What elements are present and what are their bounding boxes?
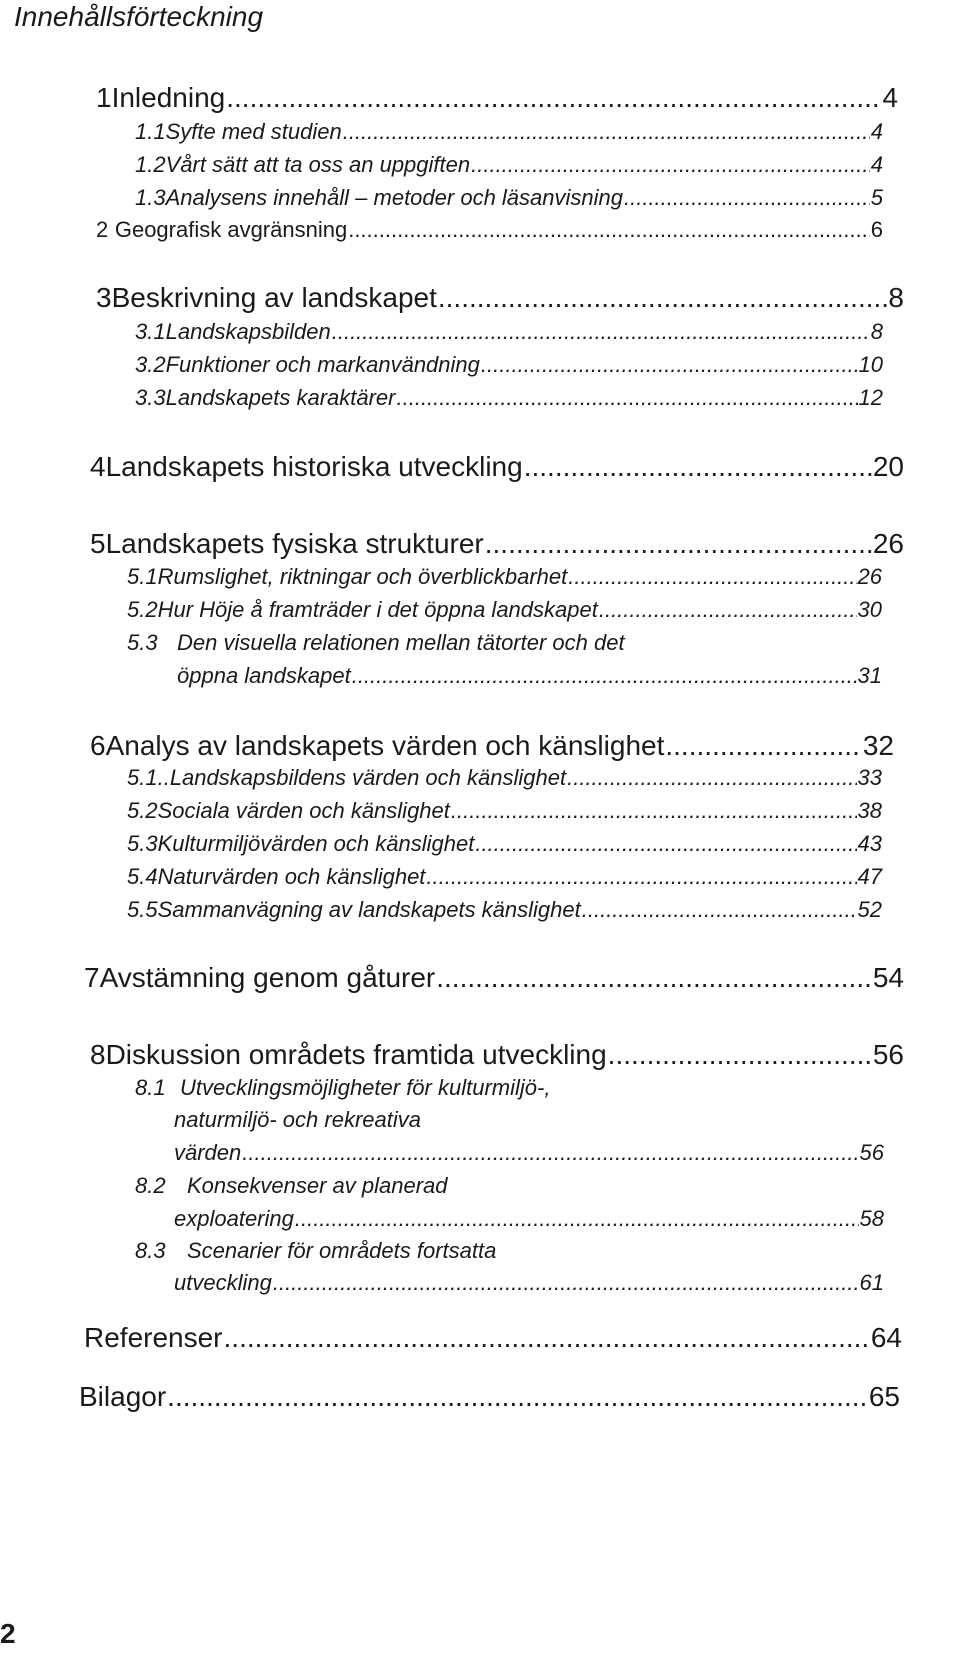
toc-entry-page: 32 <box>862 730 894 761</box>
toc-leader-dots <box>273 1269 859 1297</box>
toc-leader-dots <box>599 596 857 624</box>
toc-leader-dots <box>436 961 872 995</box>
toc-entry-8-2-line1[interactable] <box>135 1172 448 1200</box>
toc-entry-number: 5.4 <box>127 864 158 889</box>
toc-entry-title: Landskapsbildens värden och känslighet <box>169 765 567 790</box>
toc-entry-6-1[interactable] <box>127 764 882 792</box>
toc-title: Innehållsförteckning <box>14 1 264 32</box>
toc-entry-1[interactable] <box>96 81 898 115</box>
toc-leader-dots <box>348 216 870 244</box>
toc-entry-page: 56 <box>872 1039 904 1070</box>
toc-entry-3-2[interactable] <box>135 351 883 379</box>
toc-entry-8[interactable] <box>90 1038 904 1072</box>
toc-entry-page: 30 <box>857 597 882 622</box>
toc-entry-title: Sammanvägning av landskapets känslighet <box>157 897 581 922</box>
toc-entry-page: 4 <box>870 152 883 177</box>
toc-entry-page: 8 <box>888 282 904 313</box>
toc-entry-number: 7 <box>84 962 100 993</box>
toc-entry-page: 38 <box>857 798 882 823</box>
toc-entry-page: 65 <box>868 1381 900 1412</box>
toc-entry-title: Bilagor <box>79 1381 167 1412</box>
page-number: 2 <box>0 1618 16 1649</box>
toc-entry-page: 47 <box>857 864 882 889</box>
toc-entry-8-1[interactable] <box>174 1139 884 1167</box>
toc-entry-title: Den visuella relationen mellan tätorter och det <box>177 630 625 655</box>
toc-entry-title: Syfte med studien <box>165 119 342 144</box>
toc-leader-dots <box>224 1321 870 1355</box>
toc-entry-6-2[interactable] <box>127 797 882 825</box>
toc-entry-referenser[interactable] <box>84 1321 902 1355</box>
toc-entry-title: Referenser <box>84 1322 223 1353</box>
toc-entry-number: 3.3 <box>135 385 166 410</box>
toc-entry-bilagor[interactable] <box>79 1380 900 1414</box>
toc-leader-dots <box>624 184 870 212</box>
toc-entry-title: Geografisk avgränsning <box>114 217 348 242</box>
toc-entry-1-1[interactable] <box>135 118 883 146</box>
toc-leader-dots <box>397 384 858 412</box>
toc-entry-page: 61 <box>859 1270 884 1295</box>
toc-entry-title-continued: öppna landskapet <box>177 663 351 688</box>
toc-entry-2[interactable] <box>96 216 883 244</box>
toc-entry-page: 33 <box>857 765 882 790</box>
toc-entry-8-1-line2[interactable] <box>174 1106 421 1134</box>
toc-entry-title: Utvecklingsmöjligheter för kulturmiljö-, <box>180 1075 551 1100</box>
toc-entry-title-continued: värden <box>174 1140 242 1165</box>
toc-entry-title: Landskapets karaktärer <box>165 385 396 410</box>
toc-entry-8-3[interactable] <box>174 1269 884 1297</box>
toc-entry-5-3[interactable] <box>177 662 882 690</box>
toc-entry-number: 1.3 <box>135 185 166 210</box>
toc-entry-8-1-line1[interactable] <box>135 1074 550 1102</box>
toc-entry-number: 3.1 <box>135 319 166 344</box>
toc-entry-title: Landskapsbilden <box>165 319 331 344</box>
toc-entry-title: Avstämning genom gåturer <box>99 962 436 993</box>
toc-entry-6-4[interactable] <box>127 863 882 891</box>
toc-entry-title: Landskapets historiska utveckling <box>105 451 523 482</box>
toc-entry-title: Landskapets fysiska strukturer <box>105 528 484 559</box>
toc-entry-title-continued: utveckling <box>174 1270 272 1295</box>
toc-entry-title: Scenarier för områdets fortsatta <box>187 1238 497 1263</box>
toc-entry-5-2[interactable] <box>127 596 882 624</box>
toc-entry-title: Kulturmiljövärden och känslighet <box>157 831 475 856</box>
toc-entry-number: 4 <box>90 451 106 482</box>
toc-entry-number: 5.1.. <box>127 765 170 790</box>
toc-entry-number: 8.3 <box>135 1238 166 1263</box>
toc-entry-title: Konsekvenser av planerad <box>187 1173 448 1198</box>
toc-entry-5-1[interactable] <box>127 563 882 591</box>
toc-entry-page: 54 <box>872 962 904 993</box>
toc-entry-page: 8 <box>870 319 883 344</box>
toc-entry-1-2[interactable] <box>135 151 883 179</box>
toc-entry-6[interactable] <box>90 729 894 763</box>
toc-entry-number: 8.1 <box>135 1075 166 1100</box>
toc-entry-3[interactable] <box>96 281 904 315</box>
toc-entry-title: Sociala värden och känslighet <box>157 798 450 823</box>
toc-entry-3-1[interactable] <box>135 318 883 346</box>
toc-entry-4[interactable] <box>90 450 904 484</box>
toc-leader-dots <box>438 281 888 315</box>
toc-entry-page: 26 <box>872 528 904 559</box>
toc-leader-dots <box>451 797 857 825</box>
toc-entry-number: 8 <box>90 1039 106 1070</box>
toc-leader-dots <box>352 662 857 690</box>
toc-leader-dots <box>242 1139 858 1167</box>
toc-entry-6-3[interactable] <box>127 830 882 858</box>
toc-entry-title: Diskussion områdets framtida utveckling <box>105 1039 607 1070</box>
toc-entry-page: 43 <box>857 831 882 856</box>
toc-leader-dots <box>343 118 870 146</box>
toc-leader-dots <box>295 1205 859 1233</box>
toc-leader-dots <box>475 830 856 858</box>
toc-entry-title: Analysens innehåll – metoder och läsanvisning <box>165 185 623 210</box>
toc-leader-dots <box>167 1380 868 1414</box>
toc-entry-title-continued: naturmiljö- och rekreativa <box>174 1107 421 1132</box>
toc-entry-title: Vårt sätt att ta oss an uppgiften <box>165 152 471 177</box>
toc-entry-number: 5 <box>90 528 106 559</box>
toc-entry-title: Analys av landskapets värden och känslighet <box>105 730 665 761</box>
toc-leader-dots <box>582 896 857 924</box>
toc-leader-dots <box>665 729 861 763</box>
toc-leader-dots <box>471 151 870 179</box>
toc-leader-dots <box>481 351 858 379</box>
toc-entry-number: 5.5 <box>127 897 158 922</box>
toc-entry-title: Hur Höje å framträder i det öppna landskapet <box>157 597 598 622</box>
toc-entry-8-2[interactable] <box>174 1205 884 1233</box>
toc-leader-dots <box>568 563 856 591</box>
toc-entry-7[interactable] <box>84 961 904 995</box>
toc-entry-number: 5.3 <box>127 630 158 655</box>
toc-entry-page: 58 <box>859 1206 884 1231</box>
toc-leader-dots <box>332 318 870 346</box>
toc-entry-number: 3.2 <box>135 352 166 377</box>
toc-entry-title: Naturvärden och känslighet <box>157 864 426 889</box>
toc-leader-dots <box>226 81 881 115</box>
toc-entry-8-3-line1[interactable] <box>135 1237 496 1265</box>
toc-entry-number: 5.2 <box>127 597 158 622</box>
toc-entry-number: 3 <box>96 282 112 313</box>
toc-leader-dots <box>524 450 872 484</box>
toc-entry-title: Rumslighet, riktningar och överblickbarhet <box>157 564 568 589</box>
toc-entry-title-continued: exploatering <box>174 1206 294 1231</box>
toc-entry-title: Funktioner och markanvändning <box>165 352 480 377</box>
toc-leader-dots <box>485 527 872 561</box>
toc-entry-number: 6 <box>90 730 106 761</box>
toc-leader-dots <box>608 1038 872 1072</box>
toc-entry-5[interactable] <box>90 527 904 561</box>
toc-entry-page: 5 <box>870 185 883 210</box>
toc-entry-page: 10 <box>858 352 883 377</box>
toc-entry-number: 2 <box>96 217 109 242</box>
toc-entry-1-3[interactable] <box>135 184 883 212</box>
toc-entry-page: 4 <box>870 119 883 144</box>
toc-entry-page: 31 <box>857 663 882 688</box>
toc-entry-page: 52 <box>857 897 882 922</box>
toc-entry-5-3-line1[interactable] <box>127 629 625 657</box>
toc-entry-number: 1.1 <box>135 119 166 144</box>
toc-entry-page: 4 <box>882 82 898 113</box>
toc-leader-dots <box>426 863 856 891</box>
toc-entry-number: 5.1 <box>127 564 158 589</box>
toc-entry-page: 64 <box>870 1322 902 1353</box>
toc-entry-page: 56 <box>859 1140 884 1165</box>
toc-leader-dots <box>567 764 856 792</box>
toc-entry-title: Beskrivning av landskapet <box>111 282 437 313</box>
toc-entry-6-5[interactable] <box>127 896 882 924</box>
toc-entry-title: Inledning <box>111 82 226 113</box>
toc-entry-number: 1.2 <box>135 152 166 177</box>
toc-entry-page: 12 <box>858 385 883 410</box>
toc-entry-page: 26 <box>857 564 882 589</box>
toc-entry-3-3[interactable] <box>135 384 883 412</box>
toc-entry-number: 8.2 <box>135 1173 166 1198</box>
toc-entry-page: 20 <box>872 451 904 482</box>
toc-entry-number: 5.2 <box>127 798 158 823</box>
toc-entry-page: 6 <box>870 217 883 242</box>
toc-entry-number: 5.3 <box>127 831 158 856</box>
toc-entry-number: 1 <box>96 82 112 113</box>
